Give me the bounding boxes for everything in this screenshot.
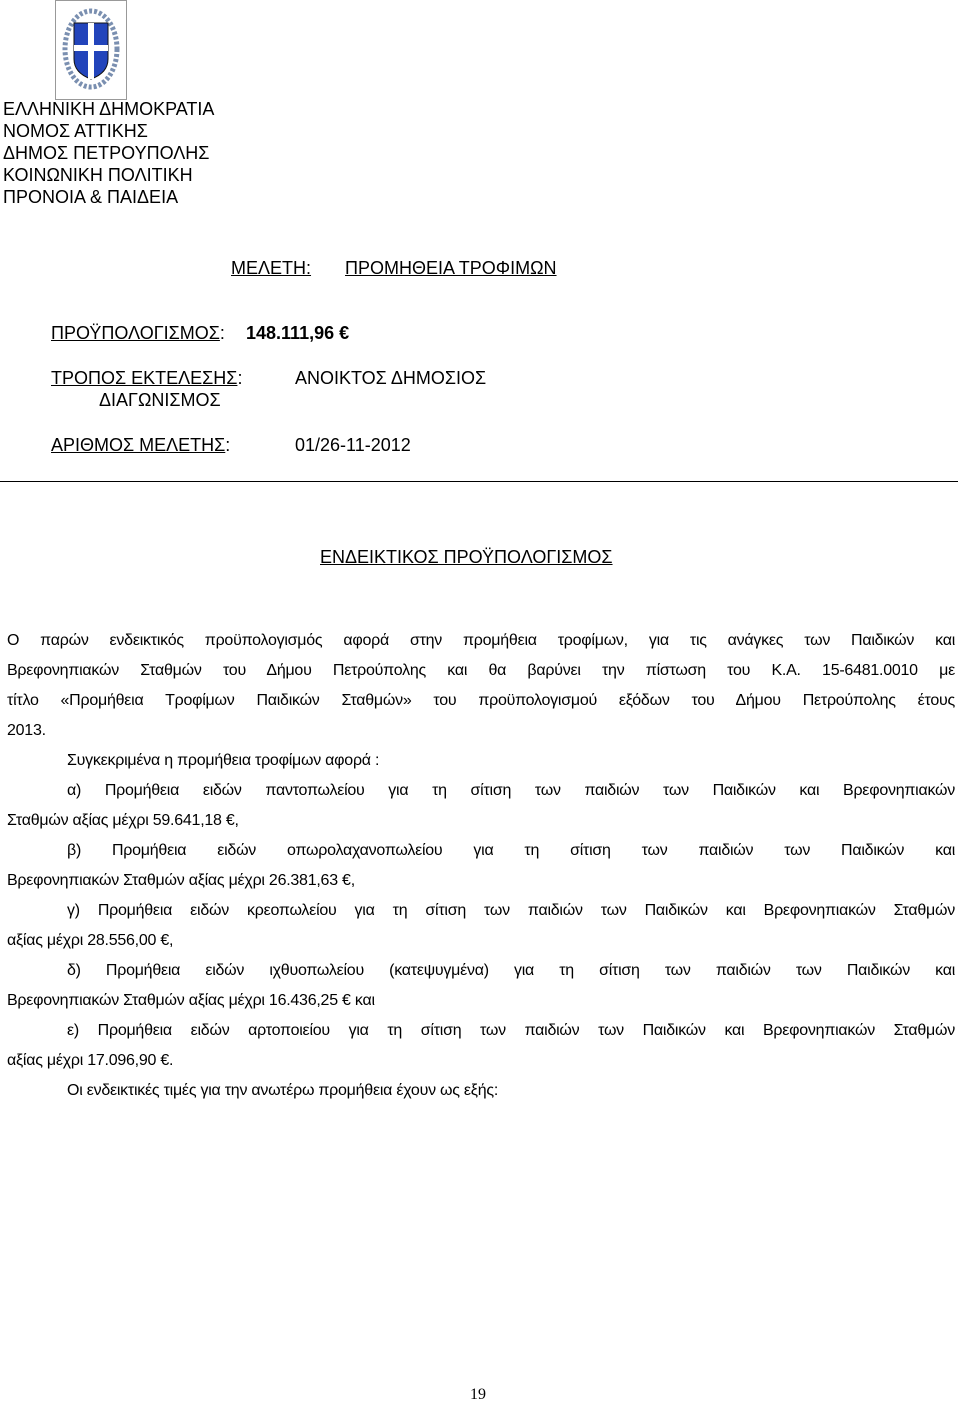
- issuer-line: ΚΟΙΝΩΝΙΚΗ ΠΟΛΙΤΙΚΗ: [3, 165, 193, 185]
- body-line: Βρεφονηπιακών Σταθμών αξίας μέχρι 16.436,25 € και: [7, 992, 375, 1009]
- issuer-line: ΝΟΜΟΣ ΑΤΤΙΚΗΣ: [3, 121, 148, 141]
- body-line: Συγκεκριμένα η προμήθεια τροφίμων αφορά :: [67, 752, 380, 769]
- issuer-line: ΔΗΜΟΣ ΠΕΤΡΟΥΠΟΛΗΣ: [3, 143, 210, 163]
- method-value-continued: ΔΙΑΓΩΝΙΣΜΟΣ: [99, 390, 221, 410]
- body-line: Βρεφονηπιακών Σταθμών του Δήμου Πετρούπολης και θα βαρύνει την πίστωση του Κ.Α. 15-6481.0010 με: [7, 662, 955, 679]
- issuer-block: [3, 98, 214, 208]
- number-label-row: [51, 434, 230, 456]
- coat-of-arms-emblem: [55, 0, 127, 100]
- budget-value: 148.111,96 €: [246, 323, 350, 343]
- horizontal-divider: [0, 481, 958, 482]
- number-label: ΑΡΙΘΜΟΣ ΜΕΛΕΤΗΣ: [51, 435, 226, 455]
- body-line: τίτλο «Προμήθεια Τροφίμων Παιδικών Σταθμών» του προϋπολογισμού εξόδων του Δήμου Πετρούπολης έτους: [7, 692, 955, 709]
- colon: :: [237, 368, 243, 388]
- page-number: 19: [470, 1386, 486, 1403]
- body-line: 2013.: [7, 722, 46, 739]
- body-line: δ) Προμήθεια ειδών ιχθυοπωλείου (κατεψυγμένα) για τη σίτιση των παιδιών των Παιδικών και: [67, 962, 955, 979]
- budget-label: ΠΡΟΫΠΟΛΟΓΙΣΜΟΣ: [51, 323, 220, 343]
- colon: :: [225, 435, 231, 455]
- method-value: ΑΝΟΙΚΤΟΣ ΔΗΜΟΣΙΟΣ: [295, 368, 487, 388]
- section-title: ΕΝΔΕΙΚΤΙΚΟΣ ΠΡΟΫΠΟΛΟΓΙΣΜΟΣ: [320, 547, 613, 567]
- budget-label-row: [51, 322, 225, 344]
- number-value: 01/26-11-2012: [295, 435, 411, 455]
- study-value: ΠΡΟΜΗΘΕΙΑ ΤΡΟΦΙΜΩΝ: [345, 258, 557, 278]
- method-label: ΤΡΟΠΟΣ ΕΚΤΕΛΕΣΗΣ: [51, 368, 238, 388]
- body-line: Σταθμών αξίας μέχρι 59.641,18 €,: [7, 812, 239, 829]
- study-label: ΜΕΛΕΤΗ:: [231, 258, 312, 278]
- body-line: γ) Προμήθεια ειδών κρεοπωλείου για τη σίτιση των παιδιών των Παιδικών και Βρεφονηπιακών Σταθμών: [67, 902, 955, 919]
- issuer-line: ΕΛΛΗΝΙΚΗ ΔΗΜΟΚΡΑΤΙΑ: [3, 99, 215, 119]
- body-line: Ο παρών ενδεικτικός προϋπολογισμός αφορά στην προμήθεια τροφίμων, για τις ανάγκες των Παιδικών και: [7, 632, 955, 649]
- colon: :: [219, 323, 225, 343]
- study-title: [231, 257, 557, 279]
- body-line: Βρεφονηπιακών Σταθμών αξίας μέχρι 26.381,63 €,: [7, 872, 355, 889]
- body-line: Οι ενδεικτικές τιμές για την ανωτέρω προμήθεια έχουν ως εξής:: [67, 1082, 499, 1099]
- body-line: ε) Προμήθεια ειδών αρτοποιείου για τη σίτιση των παιδιών των Παιδικών και Βρεφονηπιακών Σταθμών: [67, 1022, 955, 1039]
- method-label-row: [51, 367, 242, 389]
- body-line: αξίας μέχρι 28.556,00 €,: [7, 932, 174, 949]
- body-line: α) Προμήθεια ειδών παντοπωλείου για τη σίτιση των παιδιών των Παιδικών και Βρεφονηπιακών: [67, 782, 955, 799]
- issuer-line: ΠΡΟΝΟΙΑ & ΠΑΙΔΕΙΑ: [3, 187, 179, 207]
- body-line: β) Προμήθεια ειδών οπωρολαχανοπωλείου για τη σίτιση των παιδιών των Παιδικών και: [67, 842, 955, 859]
- body-line: αξίας μέχρι 17.096,90 €.: [7, 1052, 174, 1069]
